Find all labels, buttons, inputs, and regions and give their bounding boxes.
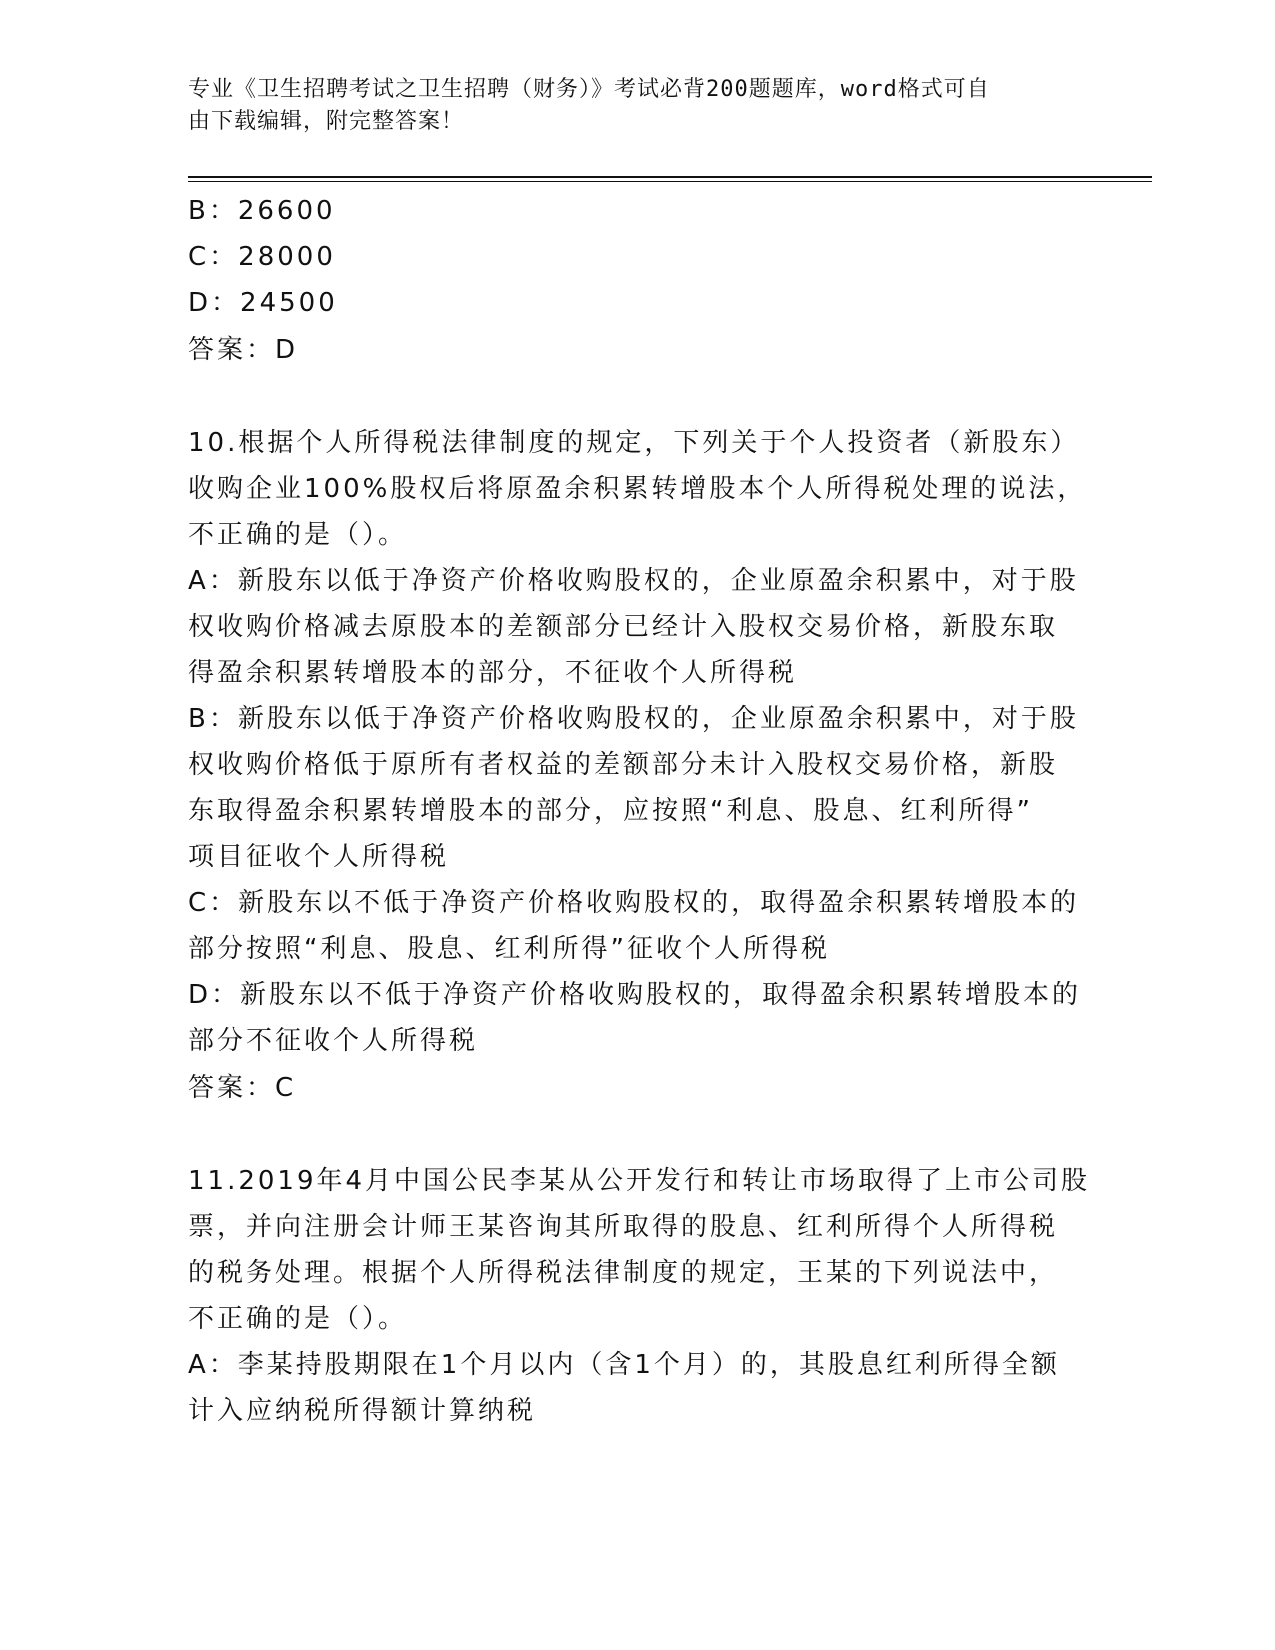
question-stem — [188, 420, 1088, 558]
document-header — [188, 74, 1068, 138]
option-line: A：新股东以低于净资产价格收购股权的，企业原盈余积累中，对于股 — [188, 566, 1079, 596]
option-line: C：新股东以不低于净资产价格收购股权的，取得盈余积累转增股本的 — [188, 888, 1080, 918]
header-divider-thin — [188, 181, 1152, 182]
question-stem-line: 11.2019年4月中国公民李某从公开发行和转让市场取得了上市公司股 — [188, 1166, 1091, 1196]
question-stem — [188, 1158, 1091, 1342]
option-line: 计入应纳税所得额计算纳税 — [188, 1396, 537, 1426]
question-stem-line: 票，并向注册会计师王某咨询其所取得的股息、红利所得个人所得税 — [188, 1212, 1059, 1242]
header-divider-thick — [188, 176, 1152, 178]
option-c: C：28000 — [188, 242, 336, 272]
answer-line: 答案：C — [188, 1073, 297, 1103]
option-line: 部分不征收个人所得税 — [188, 1026, 479, 1056]
option-line: 权收购价格减去原股本的差额部分已经计入股权交易价格，新股东取 — [188, 612, 1059, 642]
option-d — [188, 972, 1088, 1064]
option-a — [188, 558, 1088, 696]
option-line: 东取得盈余积累转增股本的部分，应按照“利息、股息、红利所得” — [188, 796, 1033, 826]
option-c — [188, 880, 1088, 972]
option-line: B：新股东以低于净资产价格收购股权的，企业原盈余积累中，对于股 — [188, 704, 1079, 734]
option-line: 项目征收个人所得税 — [188, 842, 450, 872]
question-stem-line: 收购企业100%股权后将原盈余积累转增股本个人所得税处理的说法， — [188, 474, 1087, 504]
option-line: 权收购价格低于原所有者权益的差额部分未计入股权交易价格，新股 — [188, 750, 1059, 780]
option-line: A：李某持股期限在1个月以内（含1个月）的，其股息红利所得全额 — [188, 1350, 1060, 1380]
question-stem-line: 不正确的是（）。 — [188, 1304, 408, 1334]
question-stem-line: 10.根据个人所得税法律制度的规定，下列关于个人投资者（新股东） — [188, 428, 1080, 458]
header-title-line-2: 由下载编辑，附完整答案！ — [188, 109, 465, 134]
option-d: D：24500 — [188, 288, 338, 318]
question-9-continued — [188, 188, 1088, 374]
answer-line: 答案：D — [188, 335, 299, 365]
question-stem-line: 的税务处理。根据个人所得税法律制度的规定，王某的下列说法中， — [188, 1258, 1059, 1288]
option-b: B：26600 — [188, 196, 336, 226]
spacer — [188, 1112, 1088, 1158]
option-a — [188, 1342, 1088, 1434]
document-body — [188, 188, 1091, 1434]
question-11 — [188, 1158, 1091, 1434]
option-line: 部分按照“利息、股息、红利所得”征收个人所得税 — [188, 934, 830, 964]
option-line: D：新股东以不低于净资产价格收购股权的，取得盈余积累转增股本的 — [188, 980, 1082, 1010]
question-stem-line: 不正确的是（）。 — [188, 520, 408, 550]
header-title-line-1: 专业《卫生招聘考试之卫生招聘（财务）》考试必背200题题库，word格式可自 — [188, 77, 990, 102]
spacer — [188, 374, 1088, 420]
option-line: 得盈余积累转增股本的部分，不征收个人所得税 — [188, 658, 798, 688]
option-b — [188, 696, 1088, 880]
question-10 — [188, 420, 1088, 1112]
